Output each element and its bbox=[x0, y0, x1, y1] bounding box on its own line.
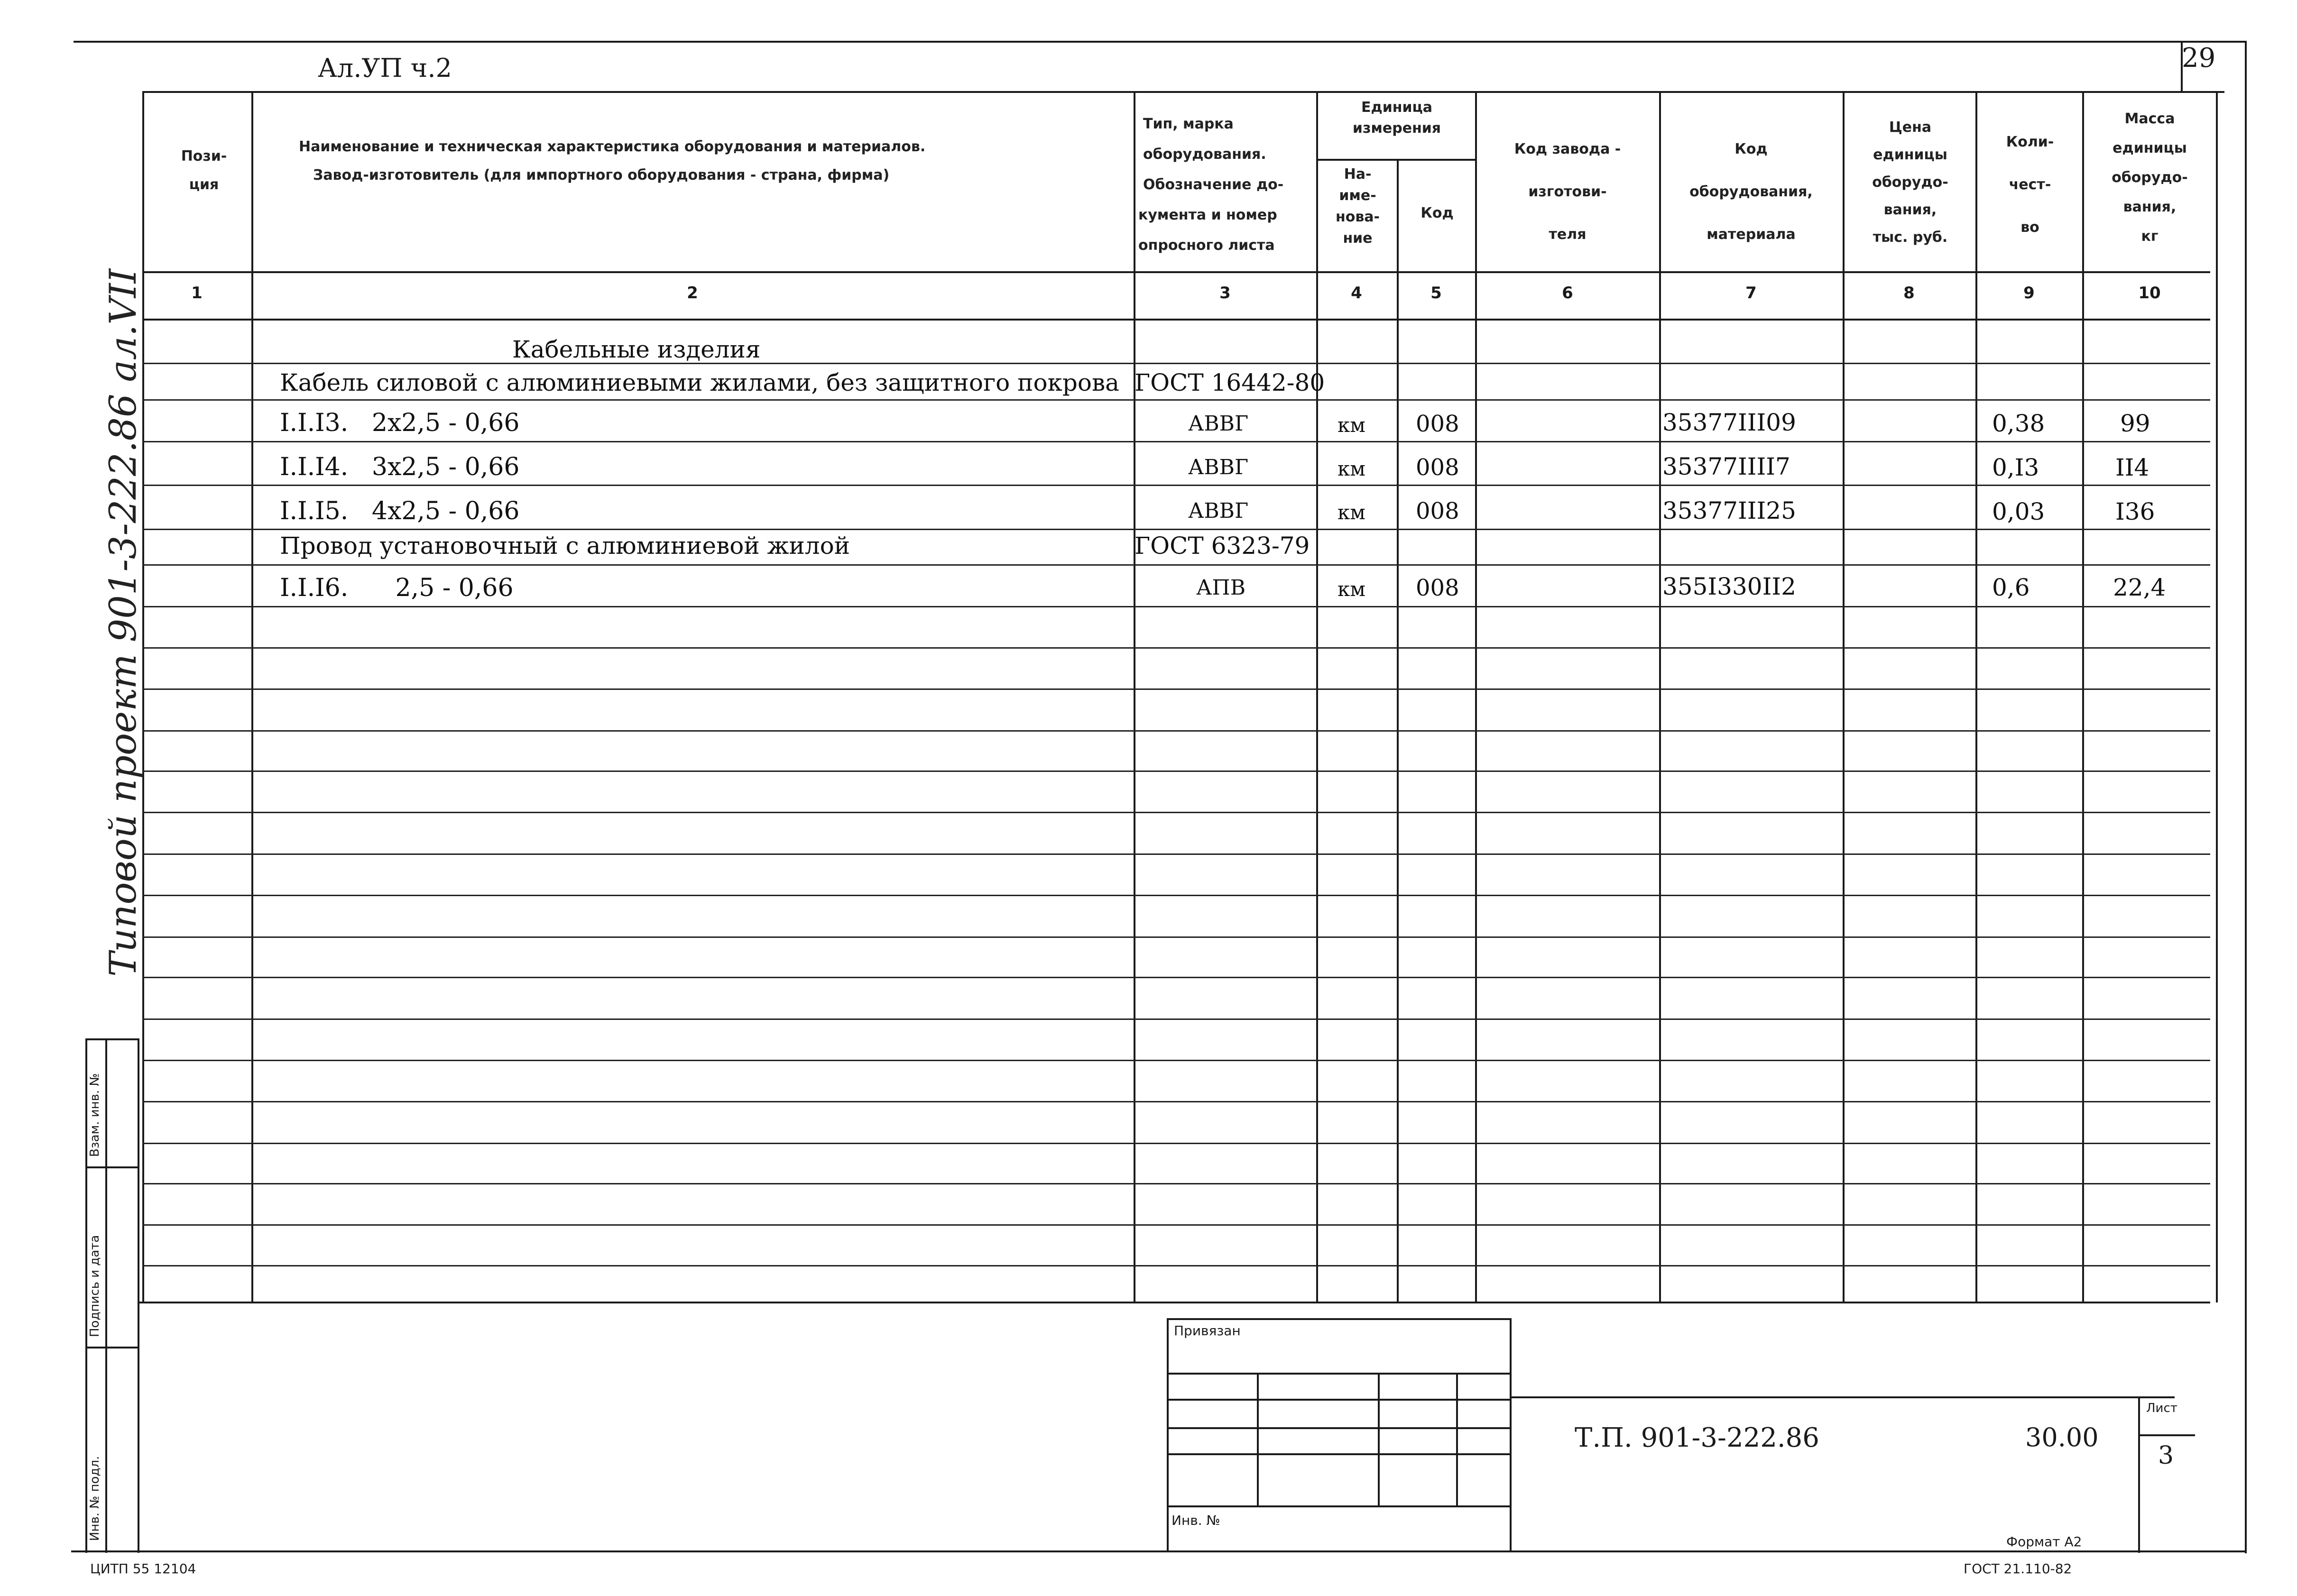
header-factory-code: Код завода - изготови- теля bbox=[1514, 141, 1621, 243]
row-6-unit-code: 008 bbox=[1416, 575, 1459, 601]
doc-code-top bbox=[1511, 1396, 2175, 1398]
row-4-mass: I36 bbox=[2115, 498, 2155, 525]
row-rule bbox=[142, 1018, 2210, 1020]
top-border-line bbox=[74, 41, 2246, 43]
row-rule bbox=[142, 363, 2210, 364]
privyazan-left bbox=[1167, 1318, 1169, 1550]
row-4-unit: км bbox=[1338, 501, 1365, 524]
privyazan-row-4 bbox=[1167, 1453, 1511, 1455]
row-6-mass: 22,4 bbox=[2113, 574, 2166, 601]
header-unit-code: Код bbox=[1421, 205, 1454, 221]
row-4-qty: 0,03 bbox=[1992, 498, 2045, 525]
row-3-unit-code: 008 bbox=[1416, 454, 1459, 481]
stamp-strip-left bbox=[85, 1038, 87, 1553]
row-1-type: ГОСТ 16442-80 bbox=[1135, 369, 1325, 396]
colnum-3: 3 bbox=[1219, 284, 1231, 303]
colnum-8: 8 bbox=[1903, 284, 1915, 303]
colnum-1: 1 bbox=[191, 284, 203, 303]
header-type: Тип, марка оборудования. Обозначение до- кумента и номер опросного листа bbox=[1138, 116, 1284, 254]
privyazan-inv-line bbox=[1167, 1505, 1511, 1507]
stamp-strip-mid bbox=[105, 1038, 107, 1553]
privyazan-label: Привязан bbox=[1174, 1323, 1241, 1339]
row-rule bbox=[142, 647, 2210, 649]
row-2-unit-code: 008 bbox=[1416, 411, 1459, 437]
row-rule bbox=[142, 977, 2210, 978]
row-2-mass: 99 bbox=[2120, 410, 2150, 437]
row-rule bbox=[142, 399, 2210, 401]
header-unit-name: На- име- нова- ние bbox=[1335, 166, 1380, 247]
row-rule bbox=[142, 485, 2210, 486]
header-position: Пози- ция bbox=[181, 148, 227, 193]
row-4-material-code: 35377III25 bbox=[1662, 497, 1796, 524]
doc-code: Т.П. 901-3-222.86 bbox=[1575, 1422, 1819, 1453]
privyazan-col-2 bbox=[1378, 1373, 1380, 1505]
row-5-type: ГОСТ 6323-79 bbox=[1135, 532, 1310, 560]
row-3-unit: км bbox=[1338, 457, 1365, 480]
section-title: Кабельные изделия bbox=[512, 336, 761, 363]
inv-no-label: Инв. № bbox=[1172, 1513, 1220, 1528]
privyazan-row-3 bbox=[1167, 1427, 1511, 1429]
stamp-strip-div-2 bbox=[85, 1347, 138, 1348]
stamp-label-replaced: Взам. инв. № bbox=[88, 1073, 102, 1157]
unit-subheader-line bbox=[1316, 159, 1476, 161]
list-box-left bbox=[2138, 1396, 2140, 1553]
row-rule bbox=[142, 1060, 2210, 1061]
list-box-divider bbox=[2138, 1434, 2195, 1436]
privyazan-row-1 bbox=[1167, 1373, 1511, 1375]
col-line-5 bbox=[1475, 91, 1477, 1302]
row-rule bbox=[142, 1265, 2210, 1266]
row-rule bbox=[142, 853, 2210, 855]
row-3-type: АВВГ bbox=[1188, 455, 1249, 479]
header-price: Цена единицы оборудо- вания, тыс. руб. bbox=[1872, 119, 1948, 246]
row-1-name: Кабель силовой с алюминиевыми жилами, без защитного покрова bbox=[280, 369, 1119, 396]
stamp-strip-right bbox=[138, 1038, 139, 1553]
header-bottom-line bbox=[142, 271, 2210, 273]
col-line-1 bbox=[251, 91, 253, 1302]
row-4-unit-code: 008 bbox=[1416, 498, 1459, 524]
footer-format: Формат А2 bbox=[2006, 1534, 2082, 1550]
header-quantity: Коли- чест- во bbox=[2006, 134, 2054, 236]
stamp-label-signature: Подпись и дата bbox=[88, 1235, 102, 1337]
colnum-6: 6 bbox=[1562, 284, 1573, 303]
row-6-material-code: 355I330II2 bbox=[1662, 573, 1796, 600]
row-2-qty: 0,38 bbox=[1992, 410, 2045, 437]
bottom-border-line bbox=[71, 1550, 2246, 1552]
col-line-8 bbox=[1975, 91, 1977, 1302]
row-rule bbox=[142, 770, 2210, 772]
colnum-10: 10 bbox=[2138, 284, 2161, 303]
privyazan-right bbox=[1510, 1318, 1512, 1550]
colnum-bottom-line bbox=[142, 319, 2210, 321]
row-2-type: АВВГ bbox=[1188, 412, 1249, 436]
row-4-name: I.I.I5. 4x2,5 - 0,66 bbox=[280, 497, 520, 525]
row-rule bbox=[142, 441, 2210, 442]
row-2-material-code: 35377III09 bbox=[1662, 409, 1796, 436]
colnum-4: 4 bbox=[1351, 284, 1362, 303]
row-rule bbox=[142, 730, 2210, 732]
row-5-name: Провод установочный с алюминиевой жилой bbox=[280, 532, 850, 560]
row-rule bbox=[142, 936, 2210, 938]
table-bottom-line bbox=[138, 1302, 2210, 1303]
list-number: 3 bbox=[2158, 1441, 2174, 1470]
row-3-material-code: 35377IIII7 bbox=[1662, 453, 1790, 480]
privyazan-col-3 bbox=[1456, 1373, 1458, 1505]
privyazan-col-1 bbox=[1257, 1373, 1259, 1505]
row-3-mass: II4 bbox=[2115, 454, 2149, 481]
row-3-name: I.I.I4. 3x2,5 - 0,66 bbox=[280, 453, 520, 481]
row-3-qty: 0,I3 bbox=[1992, 454, 2039, 481]
row-rule bbox=[142, 606, 2210, 607]
col-line-9 bbox=[2082, 91, 2084, 1302]
section-code: 30.00 bbox=[2025, 1422, 2099, 1452]
stamp-strip-div-1 bbox=[85, 1166, 138, 1168]
header-mass: Масса единицы оборудо- вания, кг bbox=[2112, 110, 2188, 245]
header-material-code: Код оборудования, материала bbox=[1689, 141, 1813, 243]
colnum-9: 9 bbox=[2023, 284, 2035, 303]
row-rule bbox=[142, 1224, 2210, 1226]
colnum-5: 5 bbox=[1430, 284, 1442, 303]
stamp-strip-top bbox=[85, 1038, 138, 1040]
col-line-10 bbox=[2216, 91, 2218, 1302]
privyazan-top bbox=[1167, 1318, 1511, 1320]
header-unit: Единица измерения bbox=[1352, 99, 1441, 137]
row-6-qty: 0,6 bbox=[1992, 574, 2030, 601]
row-2-unit: км bbox=[1338, 413, 1365, 437]
footer-gost: ГОСТ 21.110-82 bbox=[1964, 1561, 2072, 1577]
row-rule bbox=[142, 564, 2210, 566]
row-6-name: I.I.I6. 2,5 - 0,66 bbox=[280, 574, 514, 602]
row-rule bbox=[142, 812, 2210, 813]
table-top-line bbox=[142, 91, 2224, 93]
row-rule bbox=[142, 1101, 2210, 1102]
stamp-label-inventory: Инв. № подл. bbox=[88, 1456, 102, 1541]
col-line-6 bbox=[1659, 91, 1661, 1302]
right-border-line bbox=[2245, 41, 2247, 1553]
colnum-7: 7 bbox=[1745, 284, 1757, 303]
sheet-top-label: Ал.УП ч.2 bbox=[318, 53, 452, 83]
row-rule bbox=[142, 1143, 2210, 1144]
colnum-2: 2 bbox=[687, 284, 698, 303]
list-label: Лист bbox=[2146, 1401, 2177, 1415]
row-rule bbox=[142, 895, 2210, 896]
footer-left-code: ЦИТП 55 12104 bbox=[90, 1561, 196, 1577]
side-project-label: Типовой проект 901-3-222.86 ал.VII bbox=[102, 268, 145, 977]
privyazan-row-2 bbox=[1167, 1399, 1511, 1401]
row-rule bbox=[142, 1183, 2210, 1184]
row-4-type: АВВГ bbox=[1188, 499, 1249, 523]
header-name: Наименование и техническая характеристика оборудования и материалов. Завод-изготовитель (для импортного оборудования - страна, фирма) bbox=[299, 138, 926, 183]
row-6-type: АПВ bbox=[1196, 576, 1246, 600]
col-line-3 bbox=[1316, 91, 1318, 1302]
col-line-7 bbox=[1843, 91, 1845, 1302]
row-2-name: I.I.I3. 2x2,5 - 0,66 bbox=[280, 409, 520, 437]
row-6-unit: км bbox=[1338, 578, 1365, 601]
row-rule bbox=[142, 529, 2210, 530]
col-line-2 bbox=[1134, 91, 1135, 1302]
page-number: 29 bbox=[2182, 43, 2216, 73]
row-rule bbox=[142, 688, 2210, 690]
